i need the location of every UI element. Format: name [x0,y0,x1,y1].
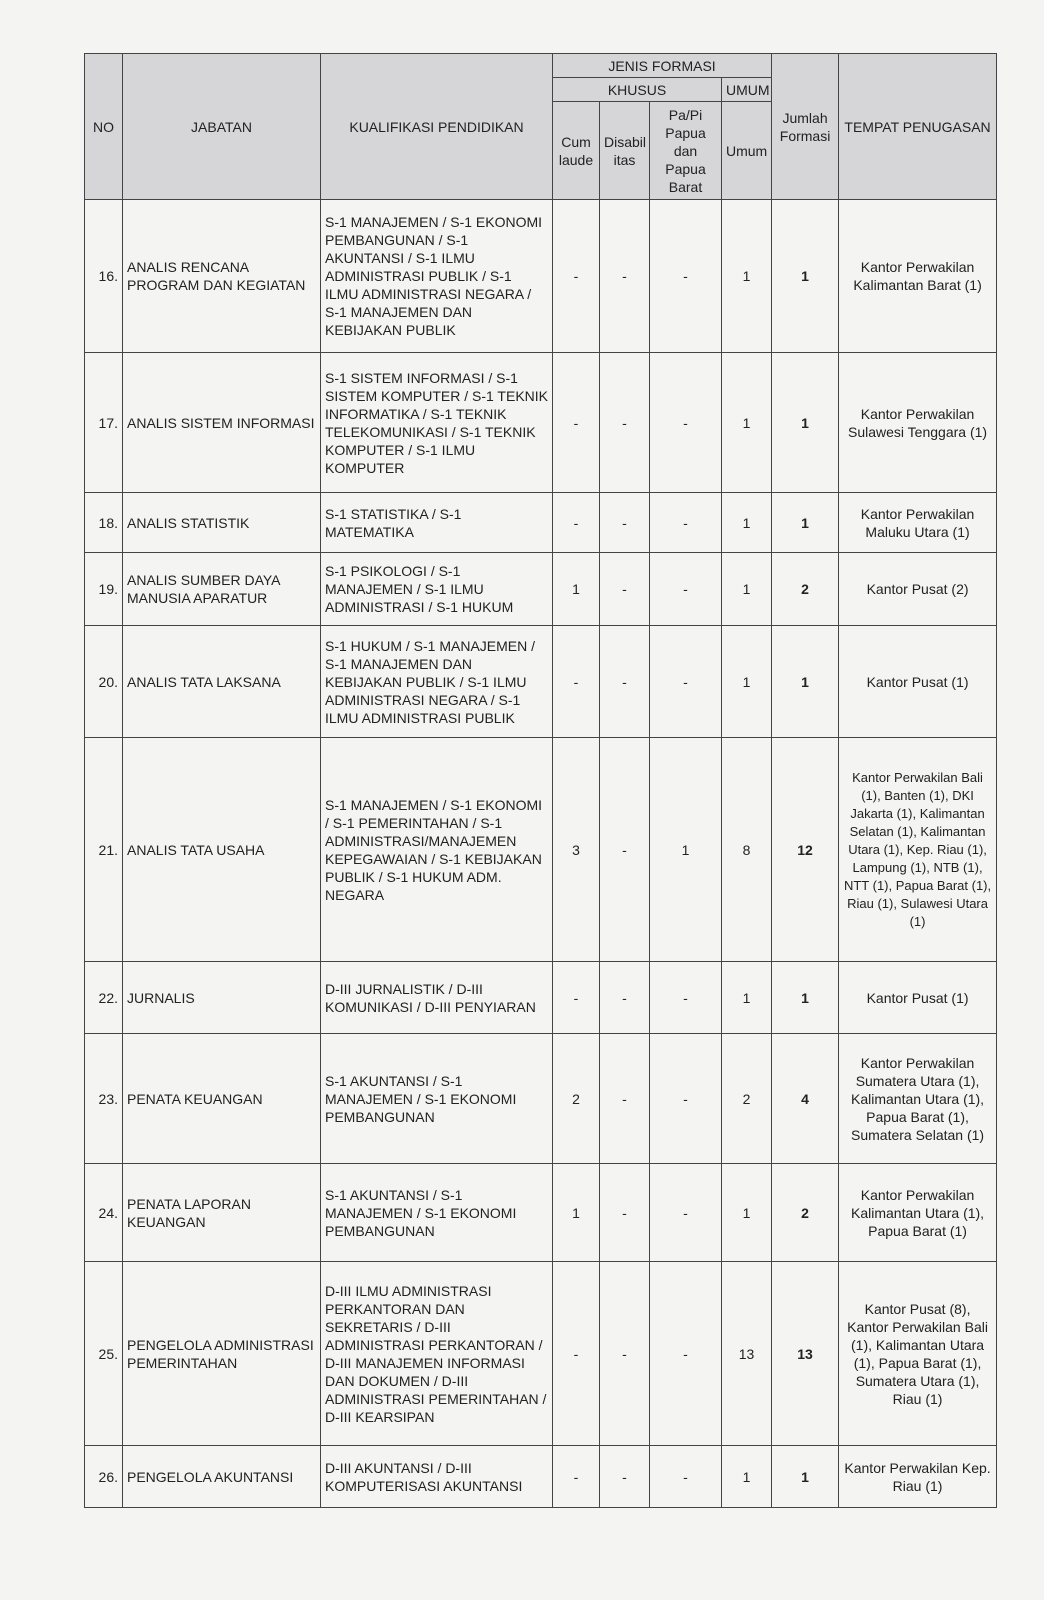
table-row [85,200,997,353]
formasi-table [84,53,997,1508]
row-jumlah: 2 [772,1164,839,1262]
row-jumlah: 1 [772,353,839,493]
row-umum: 1 [722,353,772,493]
header-cumlaude: Cum laude [553,102,600,200]
table-row [85,962,997,1034]
row-kualifikasi: S-1 AKUNTANSI / S-1 MANAJEMEN / S-1 EKONOMI PEMBANGUNAN [321,1164,553,1262]
header-jabatan: JABATAN [123,54,321,200]
table-row [85,353,997,493]
row-jabatan: JURNALIS [123,962,321,1034]
row-disabilitas: - [600,1446,650,1508]
header-papua: Pa/Pi Papua dan Papua Barat [650,102,722,200]
row-disabilitas: - [600,738,650,962]
row-kualifikasi: D-III ILMU ADMINISTRASI PERKANTORAN DAN SEKRETARIS / D-III ADMINISTRASI PERKANTORAN / D-III MANAJEMEN INFORMASI DAN DOKUMEN / D-III ADMINISTRASI PEMERINTAHAN / D-III KEARSIPAN [321,1262,553,1446]
table-row [85,1446,997,1508]
row-no: 21. [85,738,123,962]
table-row [85,493,997,553]
row-umum: 2 [722,1034,772,1164]
row-cumlaude: - [553,493,600,553]
row-kualifikasi: S-1 HUKUM / S-1 MANAJEMEN / S-1 MANAJEMEN DAN KEBIJAKAN PUBLIK / S-1 ILMU ADMINISTRASI NEGARA / S-1 ILMU ADMINISTRASI PUBLIK [321,626,553,738]
row-jabatan: ANALIS TATA USAHA [123,738,321,962]
row-jumlah: 1 [772,493,839,553]
row-jabatan: ANALIS STATISTIK [123,493,321,553]
row-umum: 1 [722,1446,772,1508]
row-kualifikasi: S-1 PSIKOLOGI / S-1 MANAJEMEN / S-1 ILMU ADMINISTRASI / S-1 HUKUM [321,553,553,626]
row-papua: - [650,553,722,626]
row-papua: - [650,353,722,493]
row-tempat: Kantor Pusat (1) [839,962,997,1034]
row-tempat: Kantor Perwakilan Sumatera Utara (1), Kalimantan Utara (1), Papua Barat (1), Sumatera Selatan (1) [839,1034,997,1164]
row-cumlaude: - [553,962,600,1034]
row-no: 23. [85,1034,123,1164]
row-jumlah: 12 [772,738,839,962]
row-jabatan: PENATA KEUANGAN [123,1034,321,1164]
row-jabatan: ANALIS RENCANA PROGRAM DAN KEGIATAN [123,200,321,353]
row-jabatan: PENGELOLA AKUNTANSI [123,1446,321,1508]
row-tempat: Kantor Pusat (2) [839,553,997,626]
row-tempat: Kantor Pusat (1) [839,626,997,738]
header-jumlah: Jumlah Formasi [772,54,839,200]
header-umum: Umum [722,102,772,200]
row-papua: - [650,962,722,1034]
header-kualifikasi: KUALIFIKASI PENDIDIKAN [321,54,553,200]
row-papua: - [650,1164,722,1262]
row-tempat: Kantor Perwakilan Bali (1), Banten (1), DKI Jakarta (1), Kalimantan Selatan (1), Kalimantan Utara (1), Kep. Riau (1), Lampung (1), NTB (1), NTT (1), Papua Barat (1), Riau (1), Sulawesi Utara (1) [839,738,997,962]
row-no: 26. [85,1446,123,1508]
row-jabatan: PENGELOLA ADMINISTRASI PEMERINTAHAN [123,1262,321,1446]
row-papua: 1 [650,738,722,962]
row-papua: - [650,1262,722,1446]
row-papua: - [650,626,722,738]
row-disabilitas: - [600,553,650,626]
row-cumlaude: - [553,353,600,493]
row-cumlaude: - [553,1446,600,1508]
row-tempat: Kantor Perwakilan Kalimantan Barat (1) [839,200,997,353]
row-disabilitas: - [600,1034,650,1164]
row-tempat: Kantor Perwakilan Kalimantan Utara (1), Papua Barat (1) [839,1164,997,1262]
row-cumlaude: - [553,626,600,738]
row-disabilitas: - [600,626,650,738]
row-umum: 1 [722,626,772,738]
row-disabilitas: - [600,493,650,553]
header-umum-group: UMUM [722,78,772,102]
row-no: 25. [85,1262,123,1446]
row-umum: 1 [722,493,772,553]
row-no: 17. [85,353,123,493]
table-row [85,1164,997,1262]
table-row [85,1262,997,1446]
row-disabilitas: - [600,353,650,493]
row-papua: - [650,200,722,353]
row-jabatan: ANALIS SISTEM INFORMASI [123,353,321,493]
row-papua: - [650,493,722,553]
row-kualifikasi: D-III JURNALISTIK / D-III KOMUNIKASI / D-III PENYIARAN [321,962,553,1034]
row-tempat: Kantor Perwakilan Sulawesi Tenggara (1) [839,353,997,493]
row-kualifikasi: S-1 SISTEM INFORMASI / S-1 SISTEM KOMPUTER / S-1 TEKNIK INFORMATIKA / S-1 TEKNIK TELEKOMUNIKASI / S-1 TEKNIK KOMPUTER / S-1 ILMU KOMPUTER [321,353,553,493]
row-umum: 8 [722,738,772,962]
row-kualifikasi: S-1 AKUNTANSI / S-1 MANAJEMEN / S-1 EKONOMI PEMBANGUNAN [321,1034,553,1164]
row-umum: 1 [722,962,772,1034]
header-disabilitas: Disabil itas [600,102,650,200]
row-cumlaude: - [553,200,600,353]
row-no: 18. [85,493,123,553]
row-kualifikasi: S-1 STATISTIKA / S-1 MATEMATIKA [321,493,553,553]
row-cumlaude: 2 [553,1034,600,1164]
row-disabilitas: - [600,962,650,1034]
row-umum: 13 [722,1262,772,1446]
row-disabilitas: - [600,1164,650,1262]
table-row [85,626,997,738]
row-papua: - [650,1034,722,1164]
row-disabilitas: - [600,1262,650,1446]
row-cumlaude: 1 [553,553,600,626]
row-jumlah: 13 [772,1262,839,1446]
row-jumlah: 2 [772,553,839,626]
row-umum: 1 [722,1164,772,1262]
row-no: 19. [85,553,123,626]
header-jenis-formasi: JENIS FORMASI [553,54,772,78]
header-no: NO [85,54,123,200]
row-cumlaude: 3 [553,738,600,962]
row-papua: - [650,1446,722,1508]
row-kualifikasi: D-III AKUNTANSI / D-III KOMPUTERISASI AKUNTANSI [321,1446,553,1508]
row-kualifikasi: S-1 MANAJEMEN / S-1 EKONOMI PEMBANGUNAN / S-1 AKUNTANSI / S-1 ILMU ADMINISTRASI PUBLIK / S-1 ILMU ADMINISTRASI NEGARA / S-1 MANAJEMEN DAN KEBIJAKAN PUBLIK [321,200,553,353]
row-jumlah: 1 [772,626,839,738]
table-row [85,553,997,626]
row-kualifikasi: S-1 MANAJEMEN / S-1 EKONOMI / S-1 PEMERINTAHAN / S-1 ADMINISTRASI/MANAJEMEN KEPEGAWAIAN / S-1 KEBIJAKAN PUBLIK / S-1 HUKUM ADM. NEGARA [321,738,553,962]
row-disabilitas: - [600,200,650,353]
header-tempat: TEMPAT PENUGASAN [839,54,997,200]
row-jumlah: 4 [772,1034,839,1164]
row-cumlaude: 1 [553,1164,600,1262]
table-row [85,738,997,962]
header-khusus: KHUSUS [553,78,722,102]
row-tempat: Kantor Perwakilan Kep. Riau (1) [839,1446,997,1508]
row-jumlah: 1 [772,1446,839,1508]
row-tempat: Kantor Perwakilan Maluku Utara (1) [839,493,997,553]
row-jumlah: 1 [772,962,839,1034]
row-jabatan: ANALIS TATA LAKSANA [123,626,321,738]
row-no: 22. [85,962,123,1034]
row-jabatan: ANALIS SUMBER DAYA MANUSIA APARATUR [123,553,321,626]
row-no: 16. [85,200,123,353]
row-cumlaude: - [553,1262,600,1446]
row-no: 24. [85,1164,123,1262]
row-umum: 1 [722,553,772,626]
table-row [85,1034,997,1164]
row-jabatan: PENATA LAPORAN KEUANGAN [123,1164,321,1262]
row-umum: 1 [722,200,772,353]
row-tempat: Kantor Pusat (8), Kantor Perwakilan Bali (1), Kalimantan Utara (1), Papua Barat (1), Sumatera Utara (1), Riau (1) [839,1262,997,1446]
row-no: 20. [85,626,123,738]
row-jumlah: 1 [772,200,839,353]
